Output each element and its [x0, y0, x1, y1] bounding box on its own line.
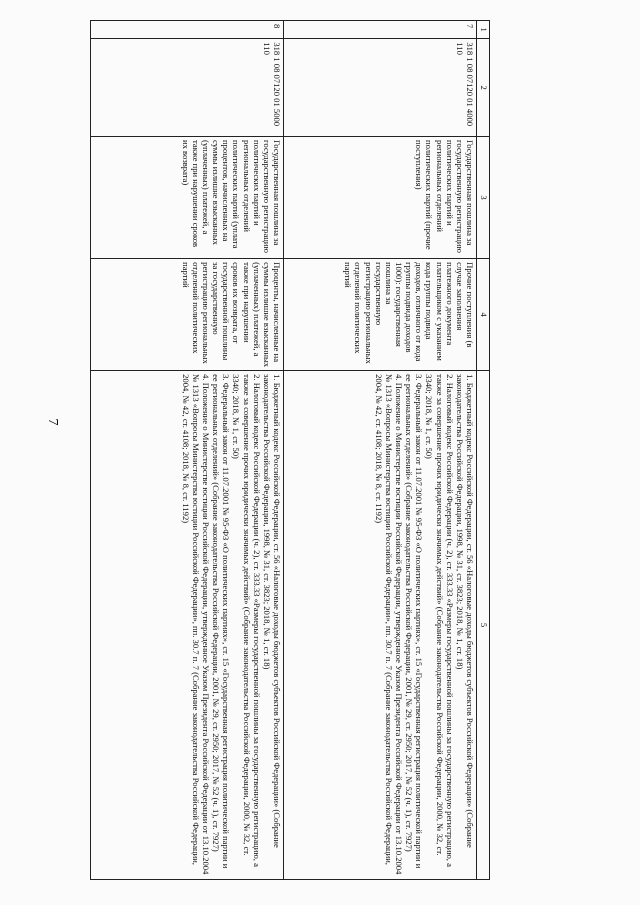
legal-source-item: 2. Налоговый кодекс Российской Федерации (ч. 2), ст. 333.33 «Размеры государственной пошлины за государственную регистрацию, а также за совершение прочих юридически значимых действий» (Собрание законодательства Российской Федерации, 2000, № 32, ст. 3340; 2018, № 1, ст. 50): [424, 374, 455, 867]
legal-source-item: 3. Федеральный закон от 11.07.2001 № 95-ФЗ «О политических партиях», ст. 15 «Государственная регистрация политической партии и ее региональных отделений» (Собрание законодательства Российской Федерации, 2001, № 29, ст. 2950; 2017, № 52 (ч. 1), ст. 7927): [211, 374, 232, 869]
header-cell: 5: [477, 371, 490, 880]
legal-source-item: 4. Положение о Министерстве юстиции Российской Федерации, утвержденное Указом Президента Российской Федерации от 13.10.2004 № 1313 «Вопросы Министерства юстиции Российской Федерации», пп. 30.7 п. 7 (Собрание законодательства Российской Федерации, 2004, № 42, ст. 4108; 2018, № 8, ст. 1192): [373, 374, 405, 875]
legal-source-item: 2. Налоговый кодекс Российской Федерации (ч. 2), ст. 333.33 «Размеры государственной пошлины за государственную регистрацию, а также за совершение прочих юридически значимых действий» (Собрание законодательства Российской Федерации, 2000, № 32, ст. 3340; 2018, № 1, ст. 50): [231, 374, 262, 867]
legal-sources: [284, 371, 477, 880]
revenue-name: Государственная пошлина за государственную регистрацию политических партий и региональных отделений политических партий (уплата процентов, начисленных на суммы излишне взысканных (уплаченных) платежей, а также при нарушении сроков их возврата): [91, 137, 284, 259]
header-cell: 4: [477, 259, 490, 371]
legal-sources: [91, 371, 284, 880]
revenue-description: Прочие поступления (в случае заполнения платежного документа плательщиком с указанием кода группы подвида доходов, отличного от кода группы подвида доходов 1000): государственная пошлина за государственную регистрацию региональных отделений политических партий: [284, 259, 477, 371]
legal-source-item: 4. Положение о Министерстве юстиции Российской Федерации, утвержденное Указом Президента Российской Федерации от 13.10.2004 № 1313 «Вопросы Министерства юстиции Российской Федерации», пп. 30.7 п. 7 (Собрание законодательства Российской Федерации, 2004, № 42, ст. 4108; 2018, № 8, ст. 1192): [180, 374, 212, 875]
legal-source-item: 3. Федеральный закон от 11.07.2001 № 95-ФЗ «О политических партиях», ст. 15 «Государственная регистрация политической партии и ее региональных отделений» (Собрание законодательства Российской Федерации, 2001, № 29, ст. 2950; 2017, № 52 (ч. 1), ст. 7927): [404, 374, 425, 869]
header-cell: 3: [477, 137, 490, 259]
revenue-code: 318 1 08 07120 01 5000 110: [91, 39, 284, 137]
header-cell: 2: [477, 39, 490, 137]
legal-source-item: 1. Бюджетный кодекс Российской Федерации, ст. 56 «Налоговые доходы бюджетов субъектов Российской Федерации» (Собрание законодательства Российской Федерации, 1998, № 31, ст. 3823; 2018, № 1, ст. 18): [454, 374, 475, 848]
legal-source-item: 1. Бюджетный кодекс Российской Федерации, ст. 56 «Налоговые доходы бюджетов субъектов Российской Федерации» (Собрание законодательства Российской Федерации, 1998, № 31, ст. 3823; 2018, № 1, ст. 18): [261, 374, 282, 848]
revenue-code: 318 1 08 07120 01 4000 110: [284, 39, 477, 137]
page-number: 7: [45, 418, 60, 426]
revenue-description: Проценты, начисленные на суммы излишне взысканных (уплаченных) платежей, а также при нарушении сроков их возврата, от государственной пошлины за государственную регистрацию региональных отделений политических партий: [91, 259, 284, 371]
rotated-table-container: [80, 20, 490, 880]
revenue-name: Государственная пошлина за государственную регистрацию политических партий и региональных отделений политических партий (прочие поступления): [284, 137, 477, 259]
row-number: 8: [91, 21, 284, 39]
header-cell: 1: [477, 21, 490, 39]
rotated-page-area: [80, 20, 490, 880]
row-number: 7: [284, 21, 477, 39]
table-row: [284, 21, 477, 880]
table-row: [91, 21, 284, 880]
table-header-row: [477, 21, 490, 880]
revenue-codes-table: [90, 20, 490, 880]
